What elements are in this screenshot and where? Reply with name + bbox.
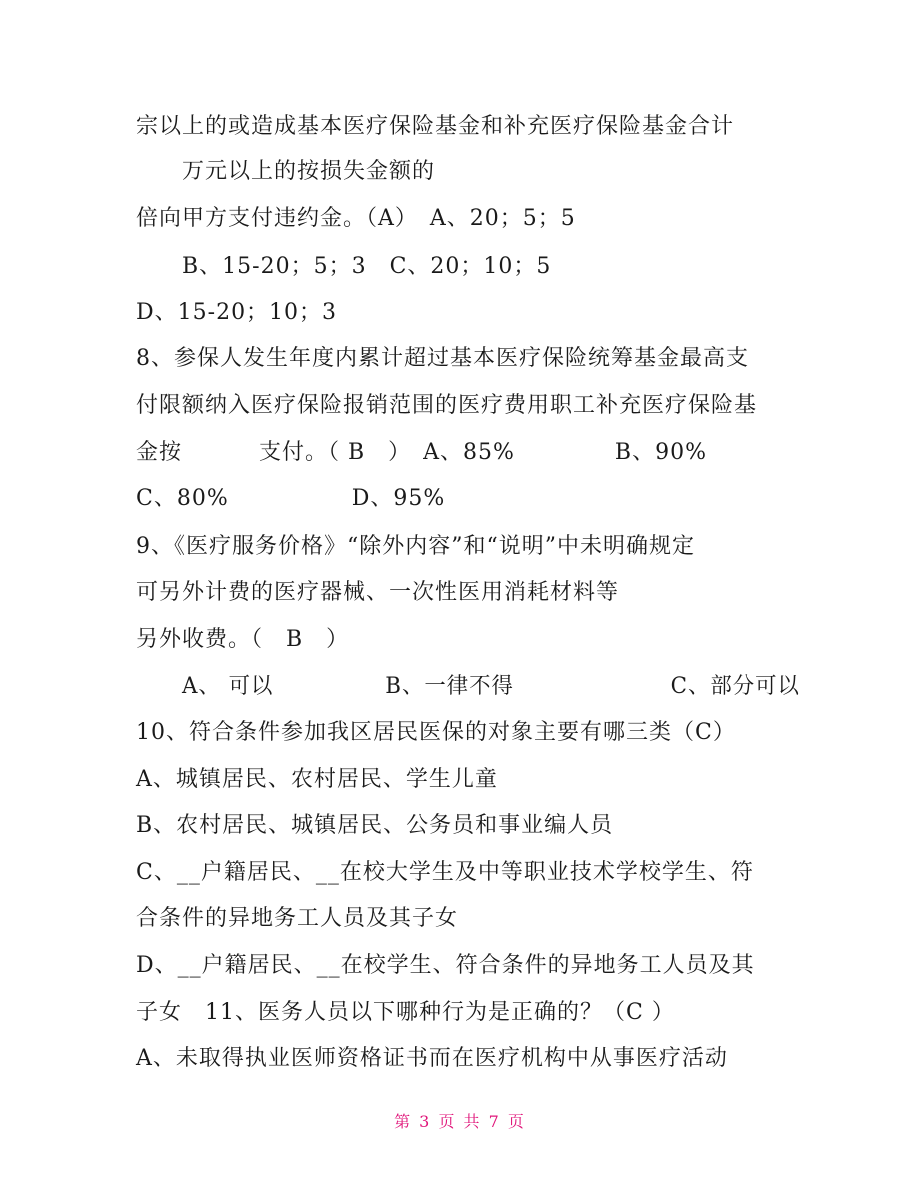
text-line: 付限额纳入医疗保险报销范围的医疗费用职工补充医疗保险基 (136, 393, 758, 418)
page-number-footer: 第 3 页 共 7 页 (394, 1112, 526, 1131)
text-line: 合条件的异地务工人员及其子女 (136, 906, 459, 931)
text-line: A、城镇居民、农村居民、学生儿童 (136, 767, 498, 792)
text-line: 金按 支付。（ B ） A、85% B、90% (136, 440, 707, 465)
text-line: 8、参保人发生年度内累计超过基本医疗保险统筹基金最高支 (136, 346, 749, 371)
text-line: 宗以上的或造成基本医疗保险基金和补充医疗保险基金合计 (136, 114, 735, 139)
text-line: C、__户籍居民、__在校大学生及中等职业技术学校学生、符 (136, 860, 754, 885)
text-line: D、__户籍居民、__在校学生、符合条件的异地务工人员及其 (136, 953, 755, 978)
text-line: 子女 11、医务人员以下哪种行为是正确的？（C ） (136, 1000, 675, 1025)
text-line: C、80% D、95% (136, 486, 446, 511)
text-line: B、15-20；5；3 C、20；10；5 (182, 254, 552, 279)
text-line: A、未取得执业医师资格证书而在医疗机构中从事医疗活动 (136, 1046, 728, 1071)
text-line: D、15-20；10；3 (136, 300, 338, 325)
text-line: 另外收费。（ B ） (136, 627, 350, 652)
text-line: 9、《医疗服务价格》“除外内容”和“说明”中未明确规定 (136, 534, 695, 559)
text-line: B、农村居民、城镇居民、公务员和事业编人员 (136, 813, 614, 838)
text-line: 倍向甲方支付违约金。（A） A、20；5；5 (136, 206, 576, 231)
text-line: 10、符合条件参加我区居民医保的对象主要有哪三类（C） (136, 720, 736, 745)
text-line: 万元以上的按损失金额的 (182, 159, 436, 184)
text-line: A、 可以 B、一律不得 C、部分可以 (182, 674, 800, 699)
text-line: 可另外计费的医疗器械、一次性医用消耗材料等 (136, 580, 620, 605)
